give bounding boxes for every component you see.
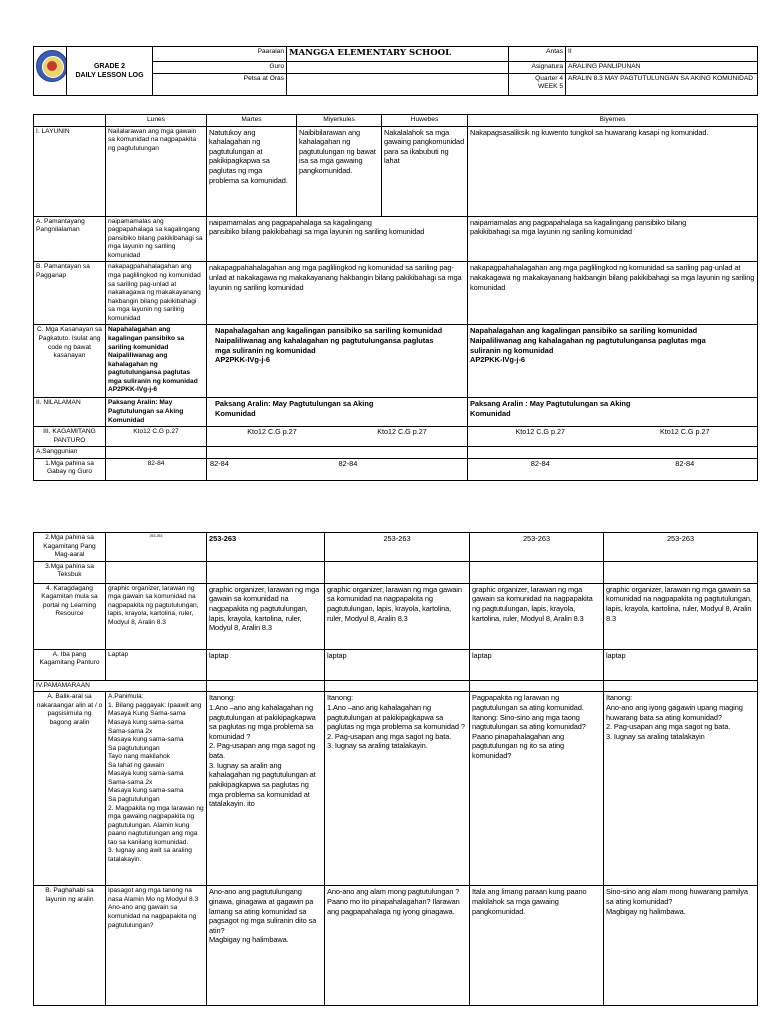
iba-pang-martes: laptap — [207, 649, 325, 680]
pagganap-label: B. Pamantayan sa Pagganap — [34, 262, 106, 325]
balik-aral-martes: Itanong: 1.Ano –ano ang kahalagahan ng pagtutulungan at pakikipagkapwa sa paglutas ng mga problema sa komunidad ? 2. Pag-usapan ang mga sagot ng bata. 3. Iugnay sa aralin ang kahalagahan ng pagtutulungan at pakikipagkapwa sa paglutas ng mga problema sa komunidad at tatalakayin. ito — [207, 692, 325, 886]
mag-aaral-lunes: 253-263 — [106, 533, 207, 562]
header-table — [33, 46, 758, 96]
day-header-martes: Martes — [207, 115, 297, 127]
balik-aral-label: A. Balik-aral sa nakaraangar alin at / o pagsisimula ng bagong aralin — [34, 692, 106, 886]
paghahabi-miyerkules: Ano-ano ang alam mong pagtutulungan ? Paano mo ito pinapahalagahan? Ilarawan ang pagpapahalaga ng iyong ginagawa. — [325, 886, 470, 1006]
paaralan-value: MANGGA ELEMENTARY SCHOOL — [287, 47, 509, 62]
paghahabi-huwebes: Itala ang limang paraan kung paano makilahok sa mga gawaing pangkomunidad. — [470, 886, 604, 1006]
paaralan-label: Paaralan — [153, 47, 287, 62]
pangnilalaman-label: A. Pamantayang Pangnilalaman — [34, 216, 106, 262]
layunin-lunes: Nailalarawan ang mga gawain sa komunidad na nagpapakita ng pagtutulungan — [106, 126, 207, 216]
nilalaman-biyernes: Paksang Aralin : May Pagtutulungan sa Aking Komunidad — [468, 398, 758, 427]
gabay-guro-label: 1.Mga pahina sa Gabay ng Guro — [34, 458, 106, 480]
antas-label: Antas — [509, 47, 566, 62]
gabay-guro-end — [468, 458, 758, 480]
petsa-label: Petsa at Oras — [153, 73, 287, 95]
kasanayan-label: C. Mga Kasanayan sa Pagkatuto. Isulat ang code ng bawat kasanayan — [34, 325, 106, 398]
layunin-miyerkules: Naibibilarawan ang kahalagahan ng pagtutulungan ng bawat isa sa mga gawaing pangkomunidad. — [297, 126, 382, 216]
karagdagang-miyerkules: graphic organizer, larawan ng mga gawain sa komunidad na nagpapakita ng pagtutulungan, lapis, krayola, kartolina, ruler, Modyul 8, Aralin 8.3 — [325, 583, 470, 649]
asignatura-value: ARALING PANLIPUNAN — [566, 62, 758, 74]
sanggunian-label: A.Sanggunian — [34, 447, 106, 459]
paghahabi-label: B. Paghahabi sa layunin ng aralin — [34, 886, 106, 1006]
grade-log-cell — [67, 47, 153, 96]
kagamitang-panturo-miyerkules: Kto12 C.G p.27 — [377, 427, 427, 437]
pamamaraan-label: IV.PAMAMARAAN — [34, 680, 207, 692]
mag-aaral-label: 2.Mga pahina sa Kagamitang Pang Mag-aaral — [34, 533, 106, 562]
grade-label: GRADE 2 — [93, 62, 126, 70]
pangnilalaman-biyernes: naipamamalas ang pagpapahalaga sa kagalingang pansibiko bilang pakikibahagi sa mga layunin ng sariling komunidad — [468, 216, 758, 262]
iba-pang-biyernes: laptap — [604, 649, 758, 680]
daily-lesson-log-title: DAILY LESSON LOG — [75, 71, 144, 79]
layunin-martes: Natutukoy ang kahalagahan ng pagtutulungan at pakikipagkapwa sa paglutas ng mga problema sa komunidad. — [207, 126, 297, 216]
kasanayan-biyernes: Napahalagahan ang kagalingan pansibiko sa sariling komunidad Naipaliliwanag ang kahalagahan ng pagtutulungansa paglutas mga suliranin ng komunidad AP2PKK-IVg-j-6 — [468, 325, 758, 398]
pagganap-martes-huwebes: nakapagpahahalagahan ang mga paglilingkod ng komunidad sa sariling pag-unlad at nakakagawa ng makakayanang hakbangin bilang pakikibahagi sa mga layunin ng sariling komunidad — [207, 262, 468, 325]
balik-aral-huwebes: Pagpapakita ng larawan ng pagtutulungan sa ating komunidad. Itanong: Sino-sino ang mga taong nagtutulungan sa ating komunidad? Paano pinapahalagahan ang pagtutulungan ng ito sa ating komunidad? — [470, 692, 604, 886]
gabay-guro-mid — [207, 458, 468, 480]
kasanayan-lunes: Napahalagahan ang kagalingan pansibiko sa sariling komunidad Naipaliliwanag ang kahalagahan ng pagtutulungansa paglutas mga suliranin ng komunidad AP2PKK-IVg-j-6 — [106, 325, 207, 398]
iba-pang-huwebes: laptap — [470, 649, 604, 680]
quarter-week-value: ARALIN 8.3 MAY PAGTUTULUNGAN SA AKING KOMUNIDAD — [566, 73, 758, 95]
nilalaman-label: II. NILALAMAN — [34, 398, 106, 427]
gabay-guro-martes: 82-84 — [210, 458, 229, 468]
balik-aral-lunes: A.Panimula: 1. Bilang paggayak: Ipaawit ang Masaya Kung Sama-sama Masaya kung sama-sama Sama-sama 2x Masaya kung sama-sama Sa pagtutulungan Tayo nang makilahok Sa lahat ng gawain Masaya kung sama-sama Sama-sama 2x Masaya kung sama-sama Sa pagtutulungan 2. Magpakita ng mga larawan ng mga gawaing nagpapakita ng pagtutulungan. Alamin kung paano nagtutulungan ang mga tao sa kanilang komunidad. 3. Iugnay ang awit sa araling tatalakayin. — [106, 692, 207, 886]
mag-aaral-miyerkules: 253-263 — [325, 533, 470, 562]
kagamitang-panturo-biyernes: Kto12 C.G p.27 — [659, 427, 710, 437]
karagdagang-martes: graphic organizer, larawan ng mga gawain sa komunidad na nagpapakita ng pagtutulungan, lapis, krayola, kartolina, ruler, Modyul 8, Aralin 8.3 — [207, 583, 325, 649]
petsa-value — [287, 73, 509, 95]
kasanayan-martes-huwebes: Napahalagahan ang kagalingan pansibiko sa sariling komunidad Naipaliliwanag ang kahalagahan ng pagtutulungansa paglutas mga suliranin ng komunidad AP2PKK-IVg-j-6 — [207, 325, 468, 398]
balik-aral-biyernes: Itanong: Ano-ano ang iyong gagawin upang maging huwarang bata sa ating komunidad? 2. Pag-usapan ang mga sagot ng bata. 3. Iugnay sa araling tatalakayin — [604, 692, 758, 886]
day-header-biyernes: Biyernes — [468, 115, 758, 127]
gabay-guro-lunes: 82-84 — [106, 458, 207, 480]
iba-pang-label: A. Iba pang Kagamitang Panturo — [34, 649, 106, 680]
karagdagang-label: 4. Karagdagang Kagamitan mula sa portal ng Learning Resource — [34, 583, 106, 649]
teksbuk-label: 3.Mga pahina sa Teksbuk — [34, 561, 106, 583]
paghahabi-martes: Ano-ano ang pagtutulungang ginawa, ginagawa at gagawin pa lamang sa ating komunidad sa pagsagot ng mga suliranin dito sa atin? Magbigay ng halimbawa. — [207, 886, 325, 1006]
kagamitang-panturo-mid — [207, 427, 468, 447]
pagganap-biyernes: nakapagpahahalagahan ang mga paglilingkod ng komunidad sa sariling pag-unlad at nakakagawa ng makakayanang hakbangin bilang pakikibahagi sa mga layunin ng sariling komunidad — [468, 262, 758, 325]
karagdagang-lunes: graphic organizer, larawan ng mga gawain sa komunidad na nagpapakita ng pagtutulungan, lapis, krayola, kartolina, ruler, Modyul 8, Aralin 8.3 — [106, 583, 207, 649]
mag-aaral-biyernes: 253-263 — [604, 533, 758, 562]
layunin-huwebes: Nakalalahok sa mga gawaing pangkomunidad para sa ikabubuti ng lahat — [382, 126, 468, 216]
paghahabi-lunes: Ipasagot ang mga tanong na nasa Alamin Mo ng Modyul 8.3 Ano-ano ang gawain sa komunidad na nagpapakita ng pagtutulungan? — [106, 886, 207, 1006]
mag-aaral-huwebes: 253-263 — [470, 533, 604, 562]
gabay-guro-miyerkules: 82-84 — [338, 458, 358, 468]
guro-label: Guro — [153, 62, 287, 74]
quarter-week-label: Quarter 4 WEEK 5 — [509, 73, 566, 95]
kagamitang-panturo-end — [468, 427, 758, 447]
pagganap-lunes: nakapagpahahalagahan ang mga paglilingkod ng komunidad sa sariling pag-unlad at nakakagawa ng makakayanang hakbangin bilang pakikibahagi sa mga layunin ng sariling komunidad — [106, 262, 207, 325]
layunin-biyernes: Nakapagsasaliksik ng kuwento tungkol sa huwarang kasapi ng komunidad. — [468, 126, 758, 216]
day-header-blank — [34, 115, 106, 127]
deped-logo-cell — [34, 47, 67, 96]
karagdagang-biyernes: graphic organizer, larawan ng mga gawain sa komunidad na nagpapakita ng pagtutulungan, lapis, krayola, kartolina, ruler, Modyul 8, Aralin 8.3 — [604, 583, 758, 649]
pangnilalaman-lunes: naipamamalas ang pagpapahalaga sa kagalingang pansibiko bilang pakikibahagi sa mga layunin ng sariling komunidad — [106, 216, 207, 262]
kagamitang-panturo-martes: Kto12 C.G p.27 — [247, 427, 297, 437]
pangnilalaman-martes-huwebes: naipamamalas ang pagpapahalaga sa kagalingang pansibiko bilang pakikibahagi sa mga layunin ng sariling komunidad — [207, 216, 468, 262]
lesson-table-part-2 — [33, 532, 758, 1006]
gabay-guro-huwebes: 82-84 — [530, 458, 550, 468]
mag-aaral-martes: 253-263 — [207, 533, 325, 562]
day-header-lunes: Lunes — [106, 115, 207, 127]
iba-pang-lunes: Laptap — [106, 649, 207, 680]
guro-value — [287, 62, 509, 74]
nilalaman-martes-huwebes: Paksang Aralin: May Pagtutulungan sa Aking Komunidad — [207, 398, 468, 427]
day-header-huwebes: Huwebes — [382, 115, 468, 127]
deped-logo — [36, 50, 67, 82]
paghahabi-biyernes: Sino-sino ang alam mong huwarang pamilya sa ating komunidad? Magbigay ng halimbawa. — [604, 886, 758, 1006]
balik-aral-miyerkules: Itanong: 1.Ano –ano ang kahalagahan ng pagtutulungan at pakikipagkapwa sa paglutas ng mga problema sa komunidad ? 2. Pag-usapan ang mga sagot ng bata. 3. Iugnay sa araling tatalakayin. — [325, 692, 470, 886]
day-header-miyerkules: Miyerkules — [297, 115, 382, 127]
gabay-guro-biyernes: 82-84 — [675, 458, 695, 468]
karagdagang-huwebes: graphic organizer, larawan ng mga gawain sa komunidad na nagpapakita ng pagtutulungan, lapis, krayola, kartolina, ruler, Modyul 8, Aralin 8.3 — [470, 583, 604, 649]
nilalaman-lunes: Paksang Aralin: May Pagtutulungan sa Aking Komunidad — [106, 398, 207, 427]
antas-value: II — [566, 47, 758, 62]
kagamitang-panturo-lunes: Kto12 C.G p.27 — [106, 427, 207, 447]
iba-pang-miyerkules: laptap — [325, 649, 470, 680]
asignatura-label: Asignatura — [509, 62, 566, 74]
layunin-label: I. LAYUNIN — [34, 126, 106, 216]
kagamitang-panturo-label: III. KAGAMITANG PANTURO — [34, 427, 106, 447]
kagamitang-panturo-huwebes: Kto12 C.G p.27 — [515, 427, 566, 437]
lesson-table-part-1 — [33, 114, 758, 481]
